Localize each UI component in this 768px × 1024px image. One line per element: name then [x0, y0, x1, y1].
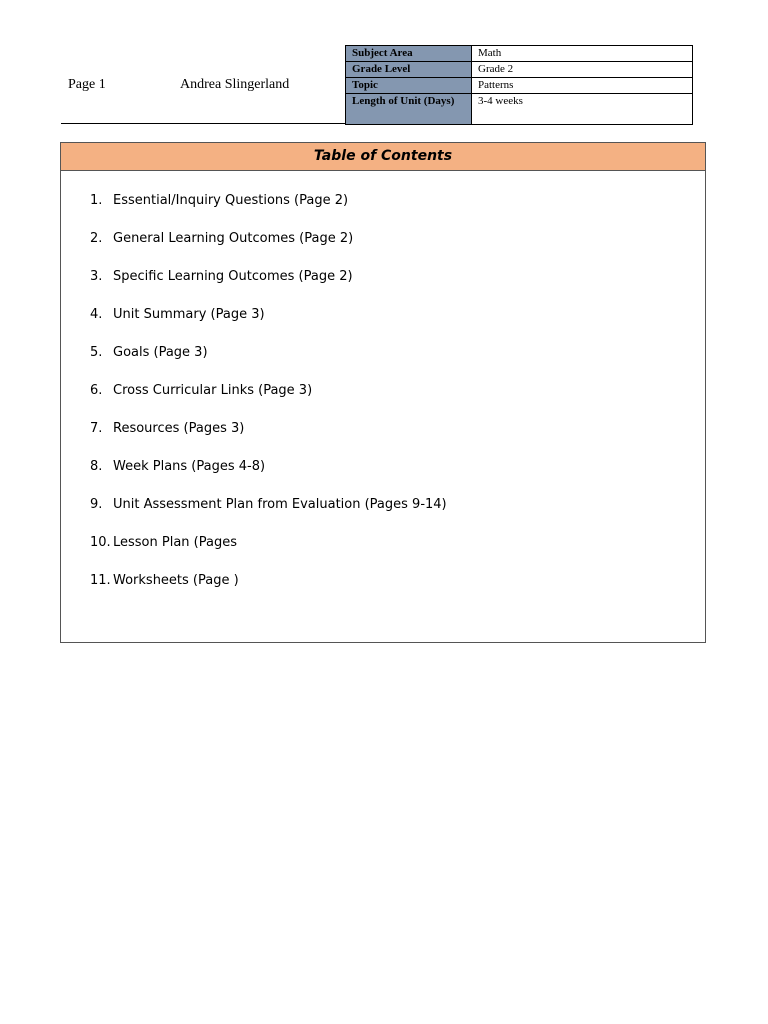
list-item — [90, 458, 447, 496]
subject-area-value: Math — [472, 46, 693, 62]
header-rule — [61, 123, 346, 124]
list-item-number: 10. — [90, 535, 111, 550]
toc-title: Table of Contents — [61, 143, 705, 171]
list-item-number: 8. — [90, 459, 103, 474]
subject-area-label: Subject Area — [346, 46, 472, 62]
author-name: Andrea Slingerland — [180, 77, 290, 92]
unit-info-table — [345, 45, 693, 125]
list-item-number: 2. — [90, 231, 103, 246]
list-item — [90, 572, 447, 610]
list-item-text: Specific Learning Outcomes (Page 2) — [113, 269, 353, 284]
table-row — [346, 62, 693, 78]
list-item-number: 11. — [90, 573, 111, 588]
list-item-text: Week Plans (Pages 4-8) — [113, 459, 266, 474]
list-item — [90, 306, 447, 344]
list-item-number: 7. — [90, 421, 103, 436]
list-item — [90, 534, 447, 572]
list-item-number: 9. — [90, 497, 103, 512]
list-item-number: 5. — [90, 345, 103, 360]
length-of-unit-label: Length of Unit (Days) — [346, 94, 472, 125]
list-item-text: Cross Curricular Links (Page 3) — [113, 383, 313, 398]
page-number: Page 1 — [68, 77, 106, 92]
topic-label: Topic — [346, 78, 472, 94]
list-item-text: Resources (Pages 3) — [113, 421, 245, 436]
list-item — [90, 420, 447, 458]
list-item-number: 6. — [90, 383, 103, 398]
list-item — [90, 344, 447, 382]
list-item — [90, 268, 447, 306]
topic-value: Patterns — [472, 78, 693, 94]
list-item-text: Essential/Inquiry Questions (Page 2) — [113, 193, 349, 208]
grade-level-label: Grade Level — [346, 62, 472, 78]
list-item-text: Lesson Plan (Pages — [113, 535, 237, 550]
list-item-text: Worksheets (Page ) — [113, 573, 239, 588]
list-item-text: Unit Assessment Plan from Evaluation (Pages 9-14) — [113, 497, 447, 512]
list-item-text: General Learning Outcomes (Page 2) — [113, 231, 354, 246]
list-item-number: 1. — [90, 193, 103, 208]
table-row — [346, 94, 693, 125]
length-of-unit-value: 3-4 weeks — [472, 94, 693, 125]
list-item-number: 4. — [90, 307, 103, 322]
list-item-number: 3. — [90, 269, 103, 284]
list-item — [90, 230, 447, 268]
list-item-text: Unit Summary (Page 3) — [113, 307, 265, 322]
table-row — [346, 46, 693, 62]
list-item-text: Goals (Page 3) — [113, 345, 208, 360]
toc-list — [90, 192, 447, 610]
list-item — [90, 496, 447, 534]
list-item — [90, 382, 447, 420]
table-row — [346, 78, 693, 94]
grade-level-value: Grade 2 — [472, 62, 693, 78]
list-item — [90, 192, 447, 230]
table-of-contents — [60, 142, 706, 643]
